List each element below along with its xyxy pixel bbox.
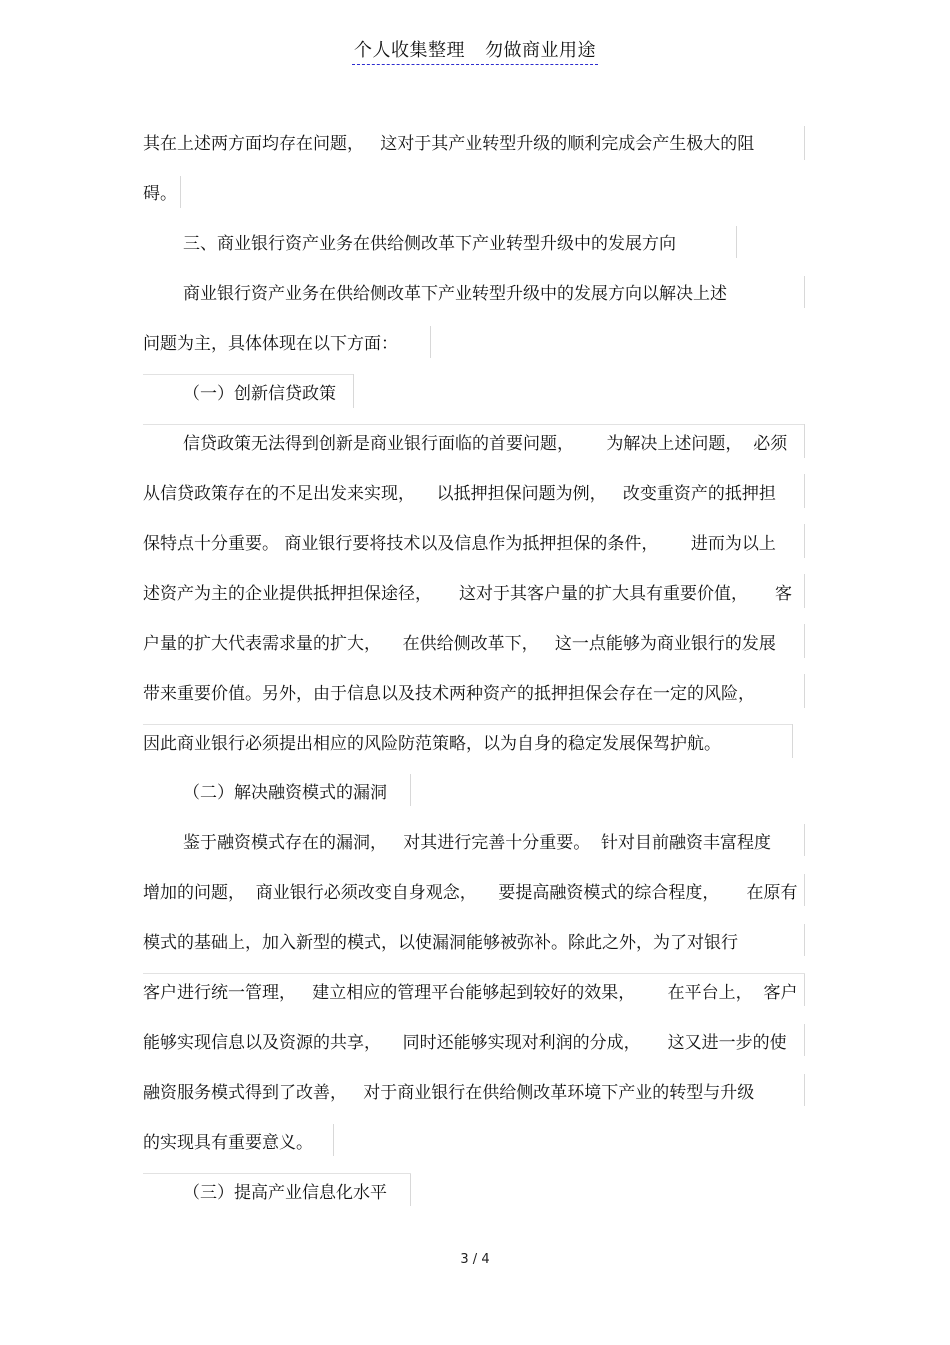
text-line: 从信贷政策存在的不足出发来实现， 以抵押担保问题为例， 改变重资产的抵押担 (143, 484, 776, 504)
line-rule (143, 1173, 411, 1174)
text-line: 增加的问题， 商业银行必须改变自身观念， 要提高融资模式的综合程度， 在原有 (143, 883, 798, 903)
line-rule (804, 624, 805, 658)
text-line: 信贷政策无法得到创新是商业银行面临的首要问题， 为解决上述问题， 必须 (183, 434, 788, 454)
text-line: 商业银行资产业务在供给侧改革下产业转型升级中的发展方向以解决上述 (183, 284, 727, 304)
page-header (0, 36, 950, 62)
line-rule (804, 974, 805, 1006)
page-number: 3 / 4 (460, 1252, 490, 1267)
line-rule (143, 973, 805, 974)
line-rule (410, 1174, 411, 1206)
line-rule (410, 774, 411, 806)
line-rule (353, 374, 354, 408)
header-right-text: 勿做商业用途 (485, 40, 596, 61)
line-rule (804, 424, 805, 458)
line-rule (804, 924, 805, 956)
line-rule (804, 126, 805, 160)
line-rule (804, 674, 805, 708)
text-line: 鉴于融资模式存在的漏洞， 对其进行完善十分重要。 针对目前融资丰富程度 (183, 833, 772, 853)
line-rule (804, 874, 805, 906)
line-rule (804, 824, 805, 856)
text-line: 带来重要价值。另外，由于信息以及技术两种资产的抵押担保会存在一定的风险， (143, 684, 755, 704)
text-line: 保特点十分重要。 商业银行要将技术以及信息作为抵押担保的条件， 进而为以上 (143, 534, 776, 554)
line-rule (143, 424, 805, 425)
header-left-text: 个人收集整理 (354, 40, 465, 61)
line-rule (804, 574, 805, 608)
line-rule (792, 724, 793, 758)
subsection-heading: （二）解决融资模式的漏洞 (183, 783, 387, 803)
line-rule (736, 226, 737, 258)
header-underline (352, 64, 598, 65)
subsection-heading: （三）提高产业信息化水平 (183, 1183, 387, 1203)
text-line: 融资服务模式得到了改善， 对于商业银行在供给侧改革环境下产业的转型与升级 (143, 1083, 755, 1103)
line-rule (804, 1024, 805, 1056)
subsection-heading: （一）创新信贷政策 (183, 384, 336, 404)
text-line: 户量的扩大代表需求量的扩大， 在供给侧改革下， 这一点能够为商业银行的发展 (143, 634, 776, 654)
text-line: 客户进行统一管理， 建立相应的管理平台能够起到较好的效果， 在平台上， 客户 (143, 983, 798, 1003)
line-rule (143, 374, 353, 375)
line-rule (804, 1074, 805, 1106)
text-line: 能够实现信息以及资源的共享， 同时还能够实现对利润的分成， 这又进一步的使 (143, 1033, 787, 1053)
line-rule (430, 326, 431, 358)
line-rule (143, 724, 793, 725)
text-line: 问题为主，具体体现在以下方面： (143, 334, 398, 354)
line-rule (804, 524, 805, 558)
text-line: 其在上述两方面均存在问题， 这对于其产业转型升级的顺利完成会产生极大的阻 (143, 134, 755, 154)
text-line: 述资产为主的企业提供抵押担保途径， 这对于其客户量的扩大具有重要价值， 客 (143, 584, 793, 604)
line-rule (804, 276, 805, 308)
line-rule (333, 1124, 334, 1156)
text-line: 的实现具有重要意义。 (143, 1133, 313, 1153)
text-line: 碍。 (143, 184, 177, 204)
text-line: 模式的基础上，加入新型的模式，以使漏洞能够被弥补。除此之外，为了对银行 (143, 933, 738, 953)
text-line: 因此商业银行必须提出相应的风险防范策略，以为自身的稳定发展保驾护航。 (143, 734, 721, 754)
section-heading: 三、商业银行资产业务在供给侧改革下产业转型升级中的发展方向 (183, 234, 676, 254)
line-rule (804, 474, 805, 508)
line-rule (180, 176, 181, 208)
